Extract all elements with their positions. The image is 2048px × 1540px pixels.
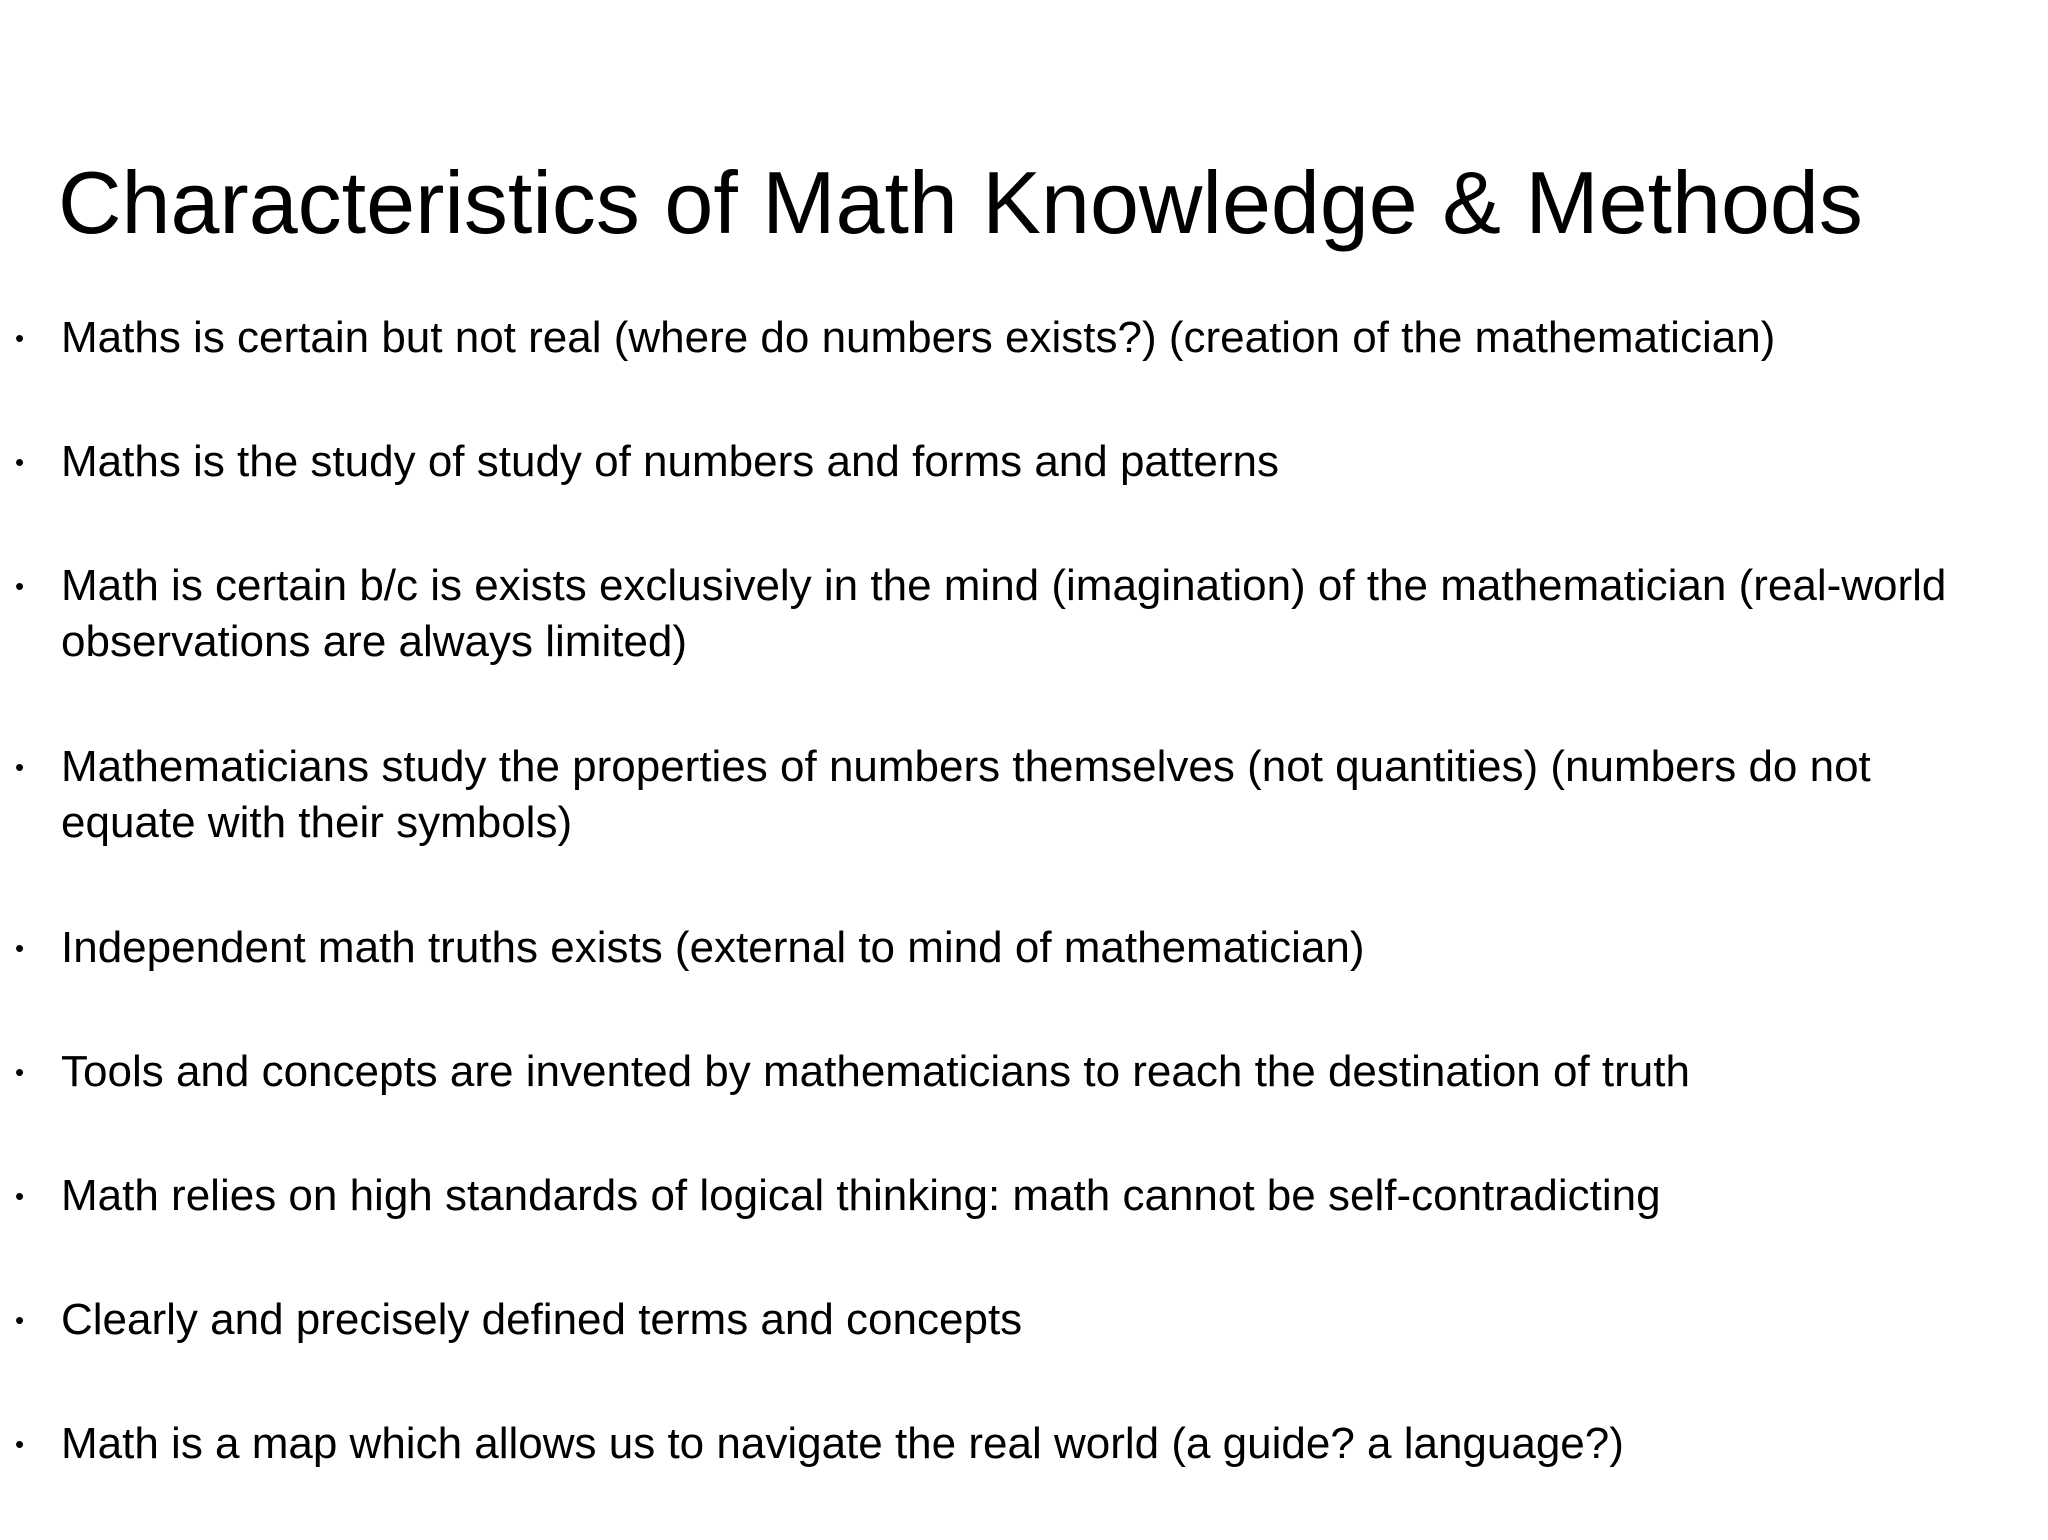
bullet-list — [0, 310, 1960, 1540]
bullet-dot-icon: • — [15, 571, 25, 601]
bullet-dot-icon: • — [15, 752, 25, 782]
bullet-item — [0, 920, 1960, 976]
bullet-text: Clearly and precisely defined terms and concepts — [61, 1295, 1023, 1344]
bullet-item — [0, 310, 1960, 366]
bullet-item — [0, 739, 1960, 851]
bullet-text: Tools and concepts are invented by mathematicians to reach the destination of truth — [61, 1047, 1690, 1096]
bullet-dot-icon: • — [15, 1057, 25, 1087]
bullet-dot-icon: • — [15, 1305, 25, 1335]
bullet-item — [0, 558, 1960, 670]
bullet-dot-icon: • — [15, 1429, 25, 1459]
bullet-dot-icon: • — [15, 447, 25, 477]
bullet-text: Maths is certain but not real (where do numbers exists?) (creation of the mathematician) — [61, 313, 1776, 362]
bullet-item — [0, 1292, 1960, 1348]
bullet-text: Mathematicians study the properties of numbers themselves (not quantities) (numbers do not equate with their symbols) — [61, 742, 1871, 847]
bullet-text: Math relies on high standards of logical thinking: math cannot be self-contradicting — [61, 1171, 1661, 1220]
bullet-text: Independent math truths exists (external to mind of mathematician) — [61, 923, 1365, 972]
bullet-item — [0, 1168, 1960, 1224]
bullet-text: Math is certain b/c is exists exclusively in the mind (imagination) of the mathematician (real-world observations are always limited) — [61, 561, 1947, 666]
bullet-dot-icon: • — [15, 933, 25, 963]
slide-title: Characteristics of Math Knowledge & Methods — [58, 153, 1863, 252]
bullet-dot-icon: • — [15, 323, 25, 353]
bullet-item — [0, 1044, 1960, 1100]
bullet-text: Maths is the study of study of numbers and forms and patterns — [61, 437, 1279, 486]
bullet-item — [0, 434, 1960, 490]
bullet-dot-icon: • — [15, 1181, 25, 1211]
bullet-item — [0, 1416, 1960, 1472]
bullet-text: Math is a map which allows us to navigate the real world (a guide? a language?) — [61, 1419, 1624, 1468]
